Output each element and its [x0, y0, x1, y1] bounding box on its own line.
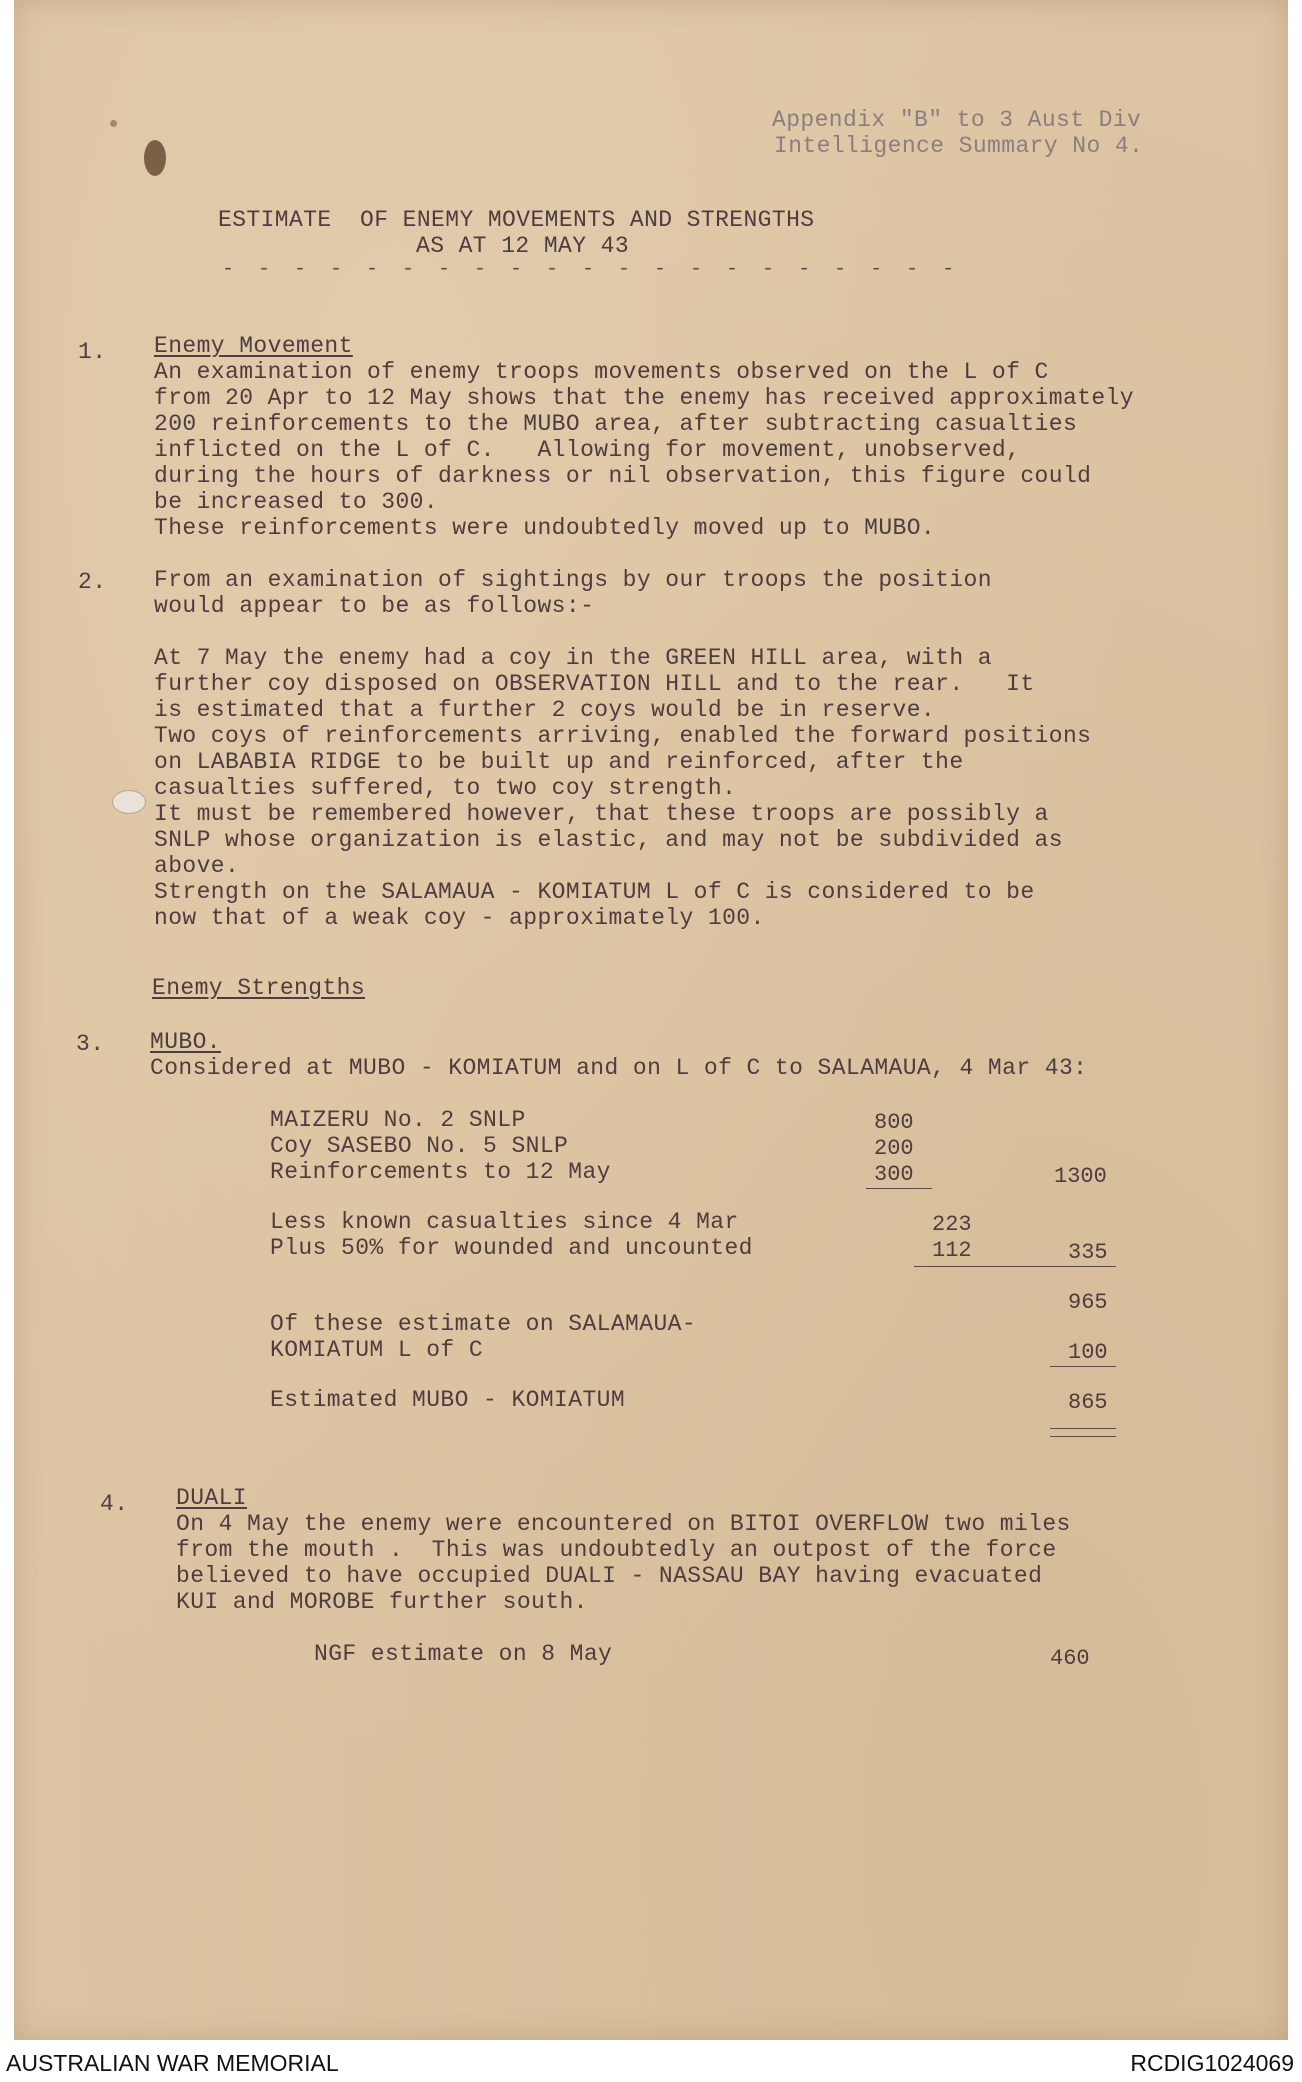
section-2-line: Strength on the SALAMAUA - KOMIATUM L of C is considered to be [154, 879, 1035, 905]
section-3-intro: Considered at MUBO - KOMIATUM and on L of C to SALAMAUA, 4 Mar 43: [150, 1055, 1088, 1081]
strength-item-label: MAIZERU No. 2 SNLP [270, 1107, 526, 1133]
these-estimate-line: Of these estimate on SALAMAUA- [270, 1311, 697, 1337]
document-subtitle: AS AT 12 MAY 43 [416, 233, 630, 259]
footer-archive-name: AUSTRALIAN WAR MEMORIAL [6, 2050, 339, 2076]
section-2-line: From an examination of sightings by our troops the position [154, 567, 992, 593]
appendix-line: Intelligence Summary No 4. [774, 133, 1144, 159]
section-2-line: casualties suffered, to two coy strength. [154, 775, 737, 801]
footer-record-id: RCDIG1024069 [1130, 2050, 1294, 2076]
section-2-line: above. [154, 853, 240, 879]
section-4-line: from the mouth . This was undoubtedly an outpost of the force [176, 1537, 1057, 1563]
section-1-line: from 20 Apr to 12 May shows that the enemy has received approximately [154, 385, 1134, 411]
section-1-line: be increased to 300. [154, 489, 439, 515]
document-page [14, 0, 1288, 2040]
strength-item-label: Reinforcements to 12 May [270, 1159, 611, 1185]
subtotal-value: 965 [1068, 1290, 1108, 1315]
sum-rule [866, 1188, 932, 1189]
section-1-number: 1. [78, 339, 107, 365]
section-1-heading: Enemy Movement [154, 333, 353, 359]
section-2-number: 2. [78, 569, 107, 595]
section-1-line: These reinforcements were undoubtedly moved up to MUBO. [154, 515, 936, 541]
strength-item-value: 300 [874, 1162, 914, 1187]
section-3-number: 3. [76, 1031, 105, 1057]
strength-item-value: 800 [874, 1110, 914, 1135]
ngf-estimate-value: 460 [1050, 1646, 1090, 1671]
punch-hole [112, 790, 146, 814]
casualty-item-value: 112 [932, 1238, 972, 1263]
document-title: ESTIMATE OF ENEMY MOVEMENTS AND STRENGTHS [218, 207, 815, 233]
enemy-strengths-heading: Enemy Strengths [152, 975, 366, 1001]
section-4-line: believed to have occupied DUALI - NASSAU BAY having evacuated [176, 1563, 1043, 1589]
section-4-heading: DUALI [176, 1485, 248, 1511]
sum-rule [914, 1266, 1116, 1267]
section-4-line: On 4 May the enemy were encountered on BITOI OVERFLOW two miles [176, 1511, 1071, 1537]
section-1-line: 200 reinforcements to the MUBO area, after subtracting casualties [154, 411, 1078, 437]
strength-item-label: Coy SASEBO No. 5 SNLP [270, 1133, 569, 1159]
section-2-line: further coy disposed on OBSERVATION HILL and to the rear. It [154, 671, 1035, 697]
estimated-mubo-label: Estimated MUBO - KOMIATUM [270, 1387, 626, 1413]
section-2-line: SNLP whose organization is elastic, and may not be subdivided as [154, 827, 1063, 853]
title-dash-rule: - - - - - - - - - - - - - - - - - - - - - [222, 258, 961, 281]
section-3-heading: MUBO. [150, 1029, 222, 1055]
section-1-line: inflicted on the L of C. Allowing for movement, unobserved, [154, 437, 1021, 463]
section-2-line: At 7 May the enemy had a coy in the GREEN HILL area, with a [154, 645, 992, 671]
section-1-line: during the hours of darkness or nil observation, this figure could [154, 463, 1092, 489]
these-estimate-line: KOMIATUM L of C [270, 1337, 484, 1363]
double-rule [1050, 1428, 1116, 1429]
section-1-line: An examination of enemy troops movements observed on the L of C [154, 359, 1049, 385]
section-2-line: on LABABIA RIDGE to be built up and reinforced, after the [154, 749, 964, 775]
section-2-line: is estimated that a further 2 coys would be in reserve. [154, 697, 936, 723]
casualty-item-value: 223 [932, 1212, 972, 1237]
section-4-line: KUI and MOROBE further south. [176, 1589, 588, 1615]
stain-mark [144, 140, 166, 176]
strength-item-value: 200 [874, 1136, 914, 1161]
these-estimate-value: 100 [1068, 1340, 1108, 1365]
section-2-line: would appear to be as follows:- [154, 593, 595, 619]
casualty-total-value: 335 [1068, 1240, 1108, 1265]
ngf-estimate-label: NGF estimate on 8 May [314, 1641, 613, 1667]
stain-mark [110, 120, 117, 127]
casualty-item-label: Plus 50% for wounded and uncounted [270, 1235, 753, 1261]
estimated-mubo-value: 865 [1068, 1390, 1108, 1415]
appendix-line: Appendix "B" to 3 Aust Div [772, 107, 1142, 133]
section-2-line: It must be remembered however, that these troops are possibly a [154, 801, 1049, 827]
double-rule [1050, 1436, 1116, 1437]
section-4-number: 4. [100, 1491, 129, 1517]
casualty-item-label: Less known casualties since 4 Mar [270, 1209, 739, 1235]
section-2-line: now that of a weak coy - approximately 100. [154, 905, 765, 931]
sum-rule [1050, 1366, 1116, 1367]
section-2-line: Two coys of reinforcements arriving, enabled the forward positions [154, 723, 1092, 749]
strength-total-value: 1300 [1054, 1164, 1107, 1189]
